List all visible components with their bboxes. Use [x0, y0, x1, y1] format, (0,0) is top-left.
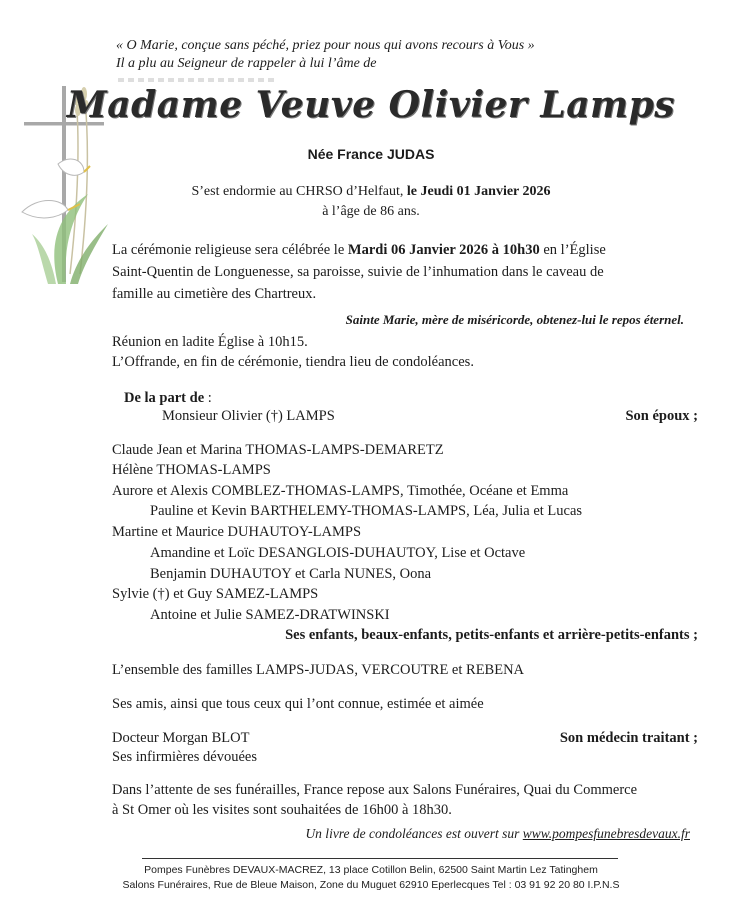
- closing-prayer: Sainte Marie, mère de miséricorde, obtenez-lui le repos éternel.: [345, 312, 684, 327]
- death-line: [0, 184, 742, 200]
- faint-scan-mark: [118, 78, 278, 82]
- spouse-name: Monsieur Olivier (†) LAMPS: [162, 408, 335, 424]
- condolence-text: Un livre de condoléances est ouvert sur: [305, 826, 523, 841]
- ceremony-line-3: famille au cimetière des Chartreux.: [112, 286, 317, 302]
- family-line: Amandine et Loïc DESANGLOIS-DUHAUTOY, Lise et Octave: [150, 545, 526, 561]
- family-line: Martine et Maurice DUHAUTOY-LAMPS: [112, 524, 362, 540]
- condolence-link[interactable]: www.pompesfunebresdevaux.fr: [522, 826, 690, 841]
- family-line: Benjamin DUHAUTOY et Carla NUNES, Oona: [150, 566, 432, 582]
- from-label-text: De la part de: [124, 390, 205, 406]
- age-line: à l’âge de 86 ans.: [322, 204, 420, 219]
- children-role: Ses enfants, beaux-enfants, petits-enfants et arrière-petits-enfants ;: [285, 627, 698, 643]
- ceremony-line-1: [112, 242, 606, 259]
- rest-line-2: à St Omer où les visites sont souhaitées de 16h00 à 18h30.: [112, 802, 452, 818]
- ceremony-intro: La cérémonie religieuse sera célébrée le: [112, 242, 348, 258]
- nurses-line: Ses infirmières dévouées: [112, 749, 257, 765]
- family-line: Claude Jean et Marina THOMAS-LAMPS-DEMARETZ: [112, 442, 444, 458]
- opening-prayer: « O Marie, conçue sans péché, priez pour nous qui avons recours à Vous »: [116, 38, 535, 53]
- from-label-colon: :: [204, 390, 212, 406]
- deceased-name: Madame Veuve Olivier Lamps: [66, 84, 676, 126]
- doctor-role: Son médecin traitant ;: [559, 730, 698, 746]
- families-line: L’ensemble des familles LAMPS-JUDAS, VERCOUTRE et REBENA: [112, 662, 525, 678]
- ceremony-line-2: Saint-Quentin de Longuenesse, sa paroisse, suivie de l’inhumation dans le caveau de: [112, 264, 604, 280]
- death-date: le Jeudi 01 Janvier 2026: [406, 184, 551, 199]
- family-line: Hélène THOMAS-LAMPS: [112, 462, 271, 478]
- ceremony-place-start: en l’Église: [539, 242, 606, 258]
- maiden-name: Née France JUDAS: [307, 146, 435, 162]
- spouse-role: Son époux ;: [625, 408, 698, 424]
- intro-line: Il a plu au Seigneur de rappeler à lui l’âme de: [116, 56, 377, 71]
- rest-line-1: Dans l’attente de ses funérailles, France repose aux Salons Funéraires, Quai du Commerce: [112, 782, 638, 798]
- family-line: Pauline et Kevin BARTHELEMY-THOMAS-LAMPS, Léa, Julia et Lucas: [150, 503, 583, 519]
- footer-line-1: Pompes Funèbres DEVAUX-MACREZ, 13 place Cotillon Belin, 62500 Saint Martin Lez Tatinghem: [144, 864, 598, 876]
- doctor-name: Docteur Morgan BLOT: [112, 730, 250, 746]
- friends-line: Ses amis, ainsi que tous ceux qui l’ont connue, estimée et aimée: [112, 696, 484, 712]
- from-label: [124, 390, 212, 407]
- footer-line-2: Salons Funéraires, Rue de Bleue Maison, Zone du Muguet 62910 Eperlecques Tel : 03 91 92 20 80 I.P.N.S: [122, 879, 620, 891]
- condolence-line: [305, 826, 690, 842]
- offering-line: L’Offrande, en fin de cérémonie, tiendra lieu de condoléances.: [112, 354, 474, 370]
- ceremony-date: Mardi 06 Janvier 2026 à 10h30: [347, 242, 540, 258]
- death-place: S’est endormie au CHRSO d’Helfaut,: [191, 184, 407, 199]
- family-line: Sylvie (†) et Guy SAMEZ-LAMPS: [112, 586, 319, 602]
- family-line: Antoine et Julie SAMEZ-DRATWINSKI: [150, 607, 390, 623]
- footer-divider: [142, 858, 618, 859]
- family-line: Aurore et Alexis COMBLEZ-THOMAS-LAMPS, Timothée, Océane et Emma: [112, 483, 569, 499]
- reunion-line: Réunion en ladite Église à 10h15.: [112, 334, 308, 350]
